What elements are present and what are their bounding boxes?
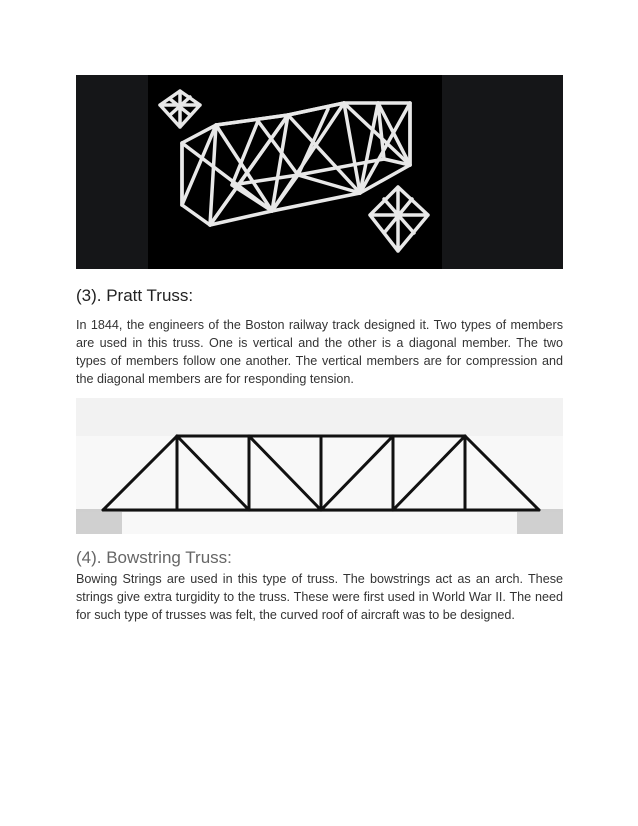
section-body-pratt-truss: In 1844, the engineers of the Boston railway track designed it. Two types of members are used in this truss. One is vertical and the other is a diagonal member. The two types of members follow one another. The vertical members are for compression and the diagonal members are for responding tension. [76,318,563,386]
section-heading-pratt-truss: (3). Pratt Truss: [76,286,194,305]
section-body-bowstring-truss: Bowing Strings are used in this type of truss. The bowstrings act as an arch. These strings give extra turgidity to the truss. These were first used in World War II. The need for such type of trusses was felt, the curved roof of aircraft was to be designed. [76,572,563,622]
space-frame-photo-area [148,75,442,269]
pratt-truss-drawing [76,398,563,534]
space-frame-drawing [148,75,442,269]
section-heading-bowstring-truss: (4). Bowstring Truss: [76,548,232,567]
space-frame-truss-image [76,75,563,269]
pratt-truss-diagram [76,398,563,534]
